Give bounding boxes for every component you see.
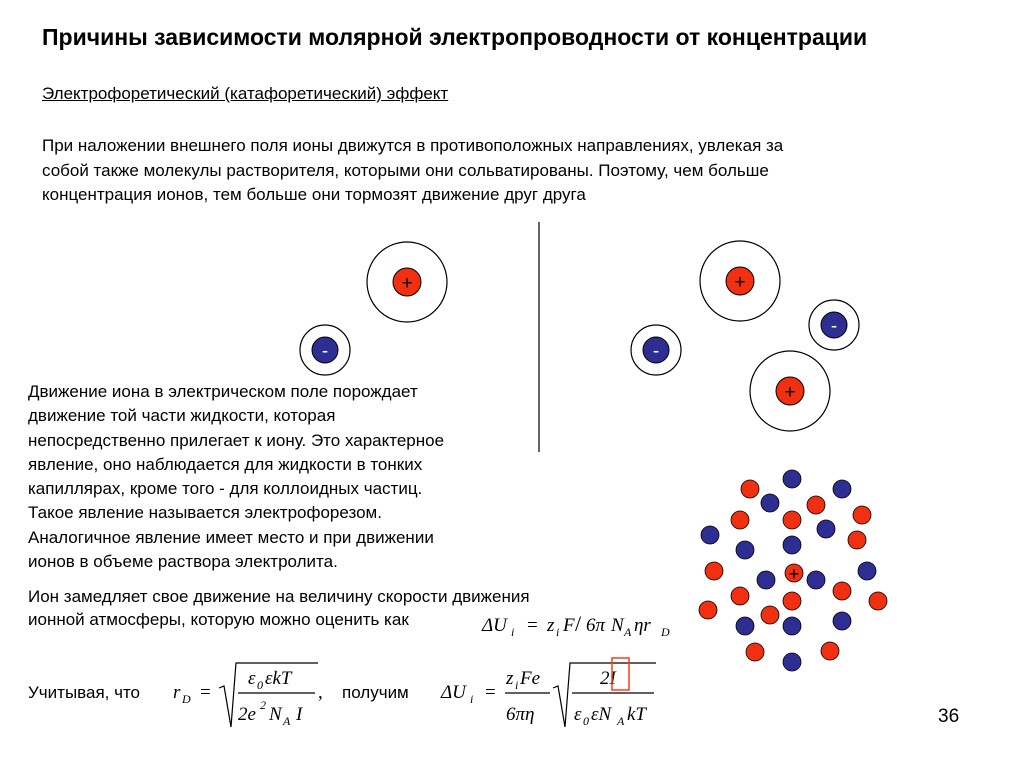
formula-z: z	[547, 615, 555, 636]
formula-den-N: N	[269, 704, 282, 725]
formula-sub: i	[511, 625, 515, 639]
formula-N: N	[611, 615, 624, 636]
paragraph-line: Такое явление называется электрофорезом.	[28, 503, 382, 523]
page-title: Причины зависимости молярной электропроводности от концентрации	[42, 24, 868, 50]
formula-sub: i	[470, 692, 474, 706]
atmosphere-cation	[783, 511, 801, 529]
minus-sign: -	[321, 341, 329, 362]
ion-cation-right-bottom	[750, 351, 830, 431]
atmosphere-cation	[869, 592, 887, 610]
ion-cation-right-top	[700, 241, 780, 321]
formula-debye-radius	[173, 663, 323, 728]
ion-anion-left	[300, 325, 350, 375]
ion-cation-left	[367, 242, 447, 322]
formula-comma: ,	[318, 682, 323, 703]
atmosphere-cation	[705, 562, 723, 580]
intro-line: собой также молекулы растворителя, которыми они сольватированы. Поэтому, чем больше	[42, 160, 769, 180]
ion-anion-right-left	[631, 325, 681, 375]
formula-den-epsN: εN	[591, 704, 612, 725]
formula-sub: D	[661, 625, 670, 639]
formula-num-rest: Fe	[520, 668, 541, 689]
atmosphere-anion	[783, 536, 801, 554]
page-number: 36	[938, 706, 960, 727]
paragraph-line: явление, оно наблюдается для жидкости в тонких	[28, 454, 423, 474]
formula-den-kT: kT	[627, 704, 646, 725]
formula-slash: /	[575, 611, 582, 636]
minus-sign: -	[652, 341, 660, 362]
formula-den: 6πη	[506, 704, 535, 725]
paragraph-line: ионной атмосферы, которую можно оценить как	[28, 610, 409, 629]
atmosphere-anion	[858, 562, 876, 580]
formula-sub: i	[515, 678, 519, 692]
atmosphere-cation	[731, 511, 749, 529]
atmosphere-anion	[783, 470, 801, 488]
paragraph-line: ионов в объеме раствора электролита.	[28, 552, 338, 572]
atmosphere-cation	[746, 643, 764, 661]
ionic-atmosphere	[699, 470, 887, 671]
paragraph-line: Ион замедляет свое движение на величину скорости движения	[28, 587, 530, 606]
given-label: Учитывая, что	[28, 683, 141, 702]
plus-sign: +	[401, 273, 413, 294]
formula-sub: 0	[583, 714, 589, 728]
formula-delta: ΔU	[441, 682, 466, 703]
atmosphere-anion	[701, 526, 719, 544]
paragraph-line: Движение иона в электрическом поле порождает	[28, 382, 418, 401]
atmosphere-anion	[783, 617, 801, 635]
atmosphere-anion	[761, 494, 779, 512]
formula-root-num: 2I	[600, 668, 616, 689]
formula-eta-r: ηr	[634, 615, 651, 636]
formula-den-I: I	[296, 704, 303, 725]
formula-sub: A	[283, 714, 291, 728]
formula-6pi: 6π	[586, 615, 606, 636]
formula-den-eps: ε	[574, 704, 582, 725]
formula-result	[440, 658, 656, 728]
atmosphere-anion	[736, 541, 754, 559]
plus-sign: +	[784, 382, 796, 403]
plus-sign: +	[734, 272, 746, 293]
atmosphere-cation	[833, 582, 851, 600]
minus-sign: -	[830, 316, 838, 337]
formula-num-z: z	[506, 668, 514, 689]
intro-line: При наложении внешнего поля ионы движутся в противоположных направлениях, увлекая за	[42, 136, 784, 155]
formula-sub: 0	[257, 678, 263, 692]
atmosphere-cation	[741, 480, 759, 498]
result-label: получим	[342, 683, 409, 702]
formula-eq: =	[485, 682, 496, 703]
atmosphere-cation	[783, 592, 801, 610]
paragraph-line: капиллярах, кроме того - для коллоидных частиц.	[28, 479, 423, 499]
paragraph-line: непосредственно прилегает к иону. Это характерное	[28, 430, 445, 450]
ion-anion-right-top	[809, 300, 859, 350]
plus-sign: +	[788, 564, 800, 584]
paragraph-line: движение той части жидкости, которая	[28, 406, 336, 426]
intro-line: концентрация ионов, тем больше они тормозят движение друг друга	[42, 185, 586, 204]
formula-eq: =	[200, 682, 211, 703]
paragraph-line: Аналогичное явление имеет место и при движении	[28, 527, 434, 547]
formula-inline	[481, 611, 670, 639]
formula-r: r	[173, 682, 181, 703]
atmosphere-anion	[833, 612, 851, 630]
formula-num: ε	[248, 668, 256, 689]
atmosphere-cation	[807, 496, 825, 514]
section-subtitle: Электрофоретический (катафоретический) эффект	[42, 84, 449, 103]
formula-F: F	[563, 615, 575, 636]
atmosphere-cation	[699, 601, 717, 619]
atmosphere-cation	[821, 642, 839, 660]
atmosphere-cation	[731, 587, 749, 605]
formula-sub: A	[624, 625, 632, 639]
atmosphere-anion	[807, 571, 825, 589]
atmosphere-cation	[853, 506, 871, 524]
atmosphere-anion	[783, 653, 801, 671]
formula-eq: =	[527, 615, 538, 636]
formula-num-rest: εkT	[265, 668, 292, 689]
atmosphere-anion	[817, 520, 835, 538]
formula-sup: 2	[260, 698, 266, 712]
formula-delta: ΔU	[482, 615, 507, 636]
formula-den: 2e	[238, 704, 256, 725]
atmosphere-anion	[833, 480, 851, 498]
atmosphere-anion	[757, 571, 775, 589]
formula-sub: D	[182, 692, 191, 706]
atmosphere-cation	[848, 531, 866, 549]
formula-sub: A	[617, 714, 625, 728]
atmosphere-cation	[761, 606, 779, 624]
formula-sub: i	[556, 625, 560, 639]
atmosphere-anion	[736, 617, 754, 635]
